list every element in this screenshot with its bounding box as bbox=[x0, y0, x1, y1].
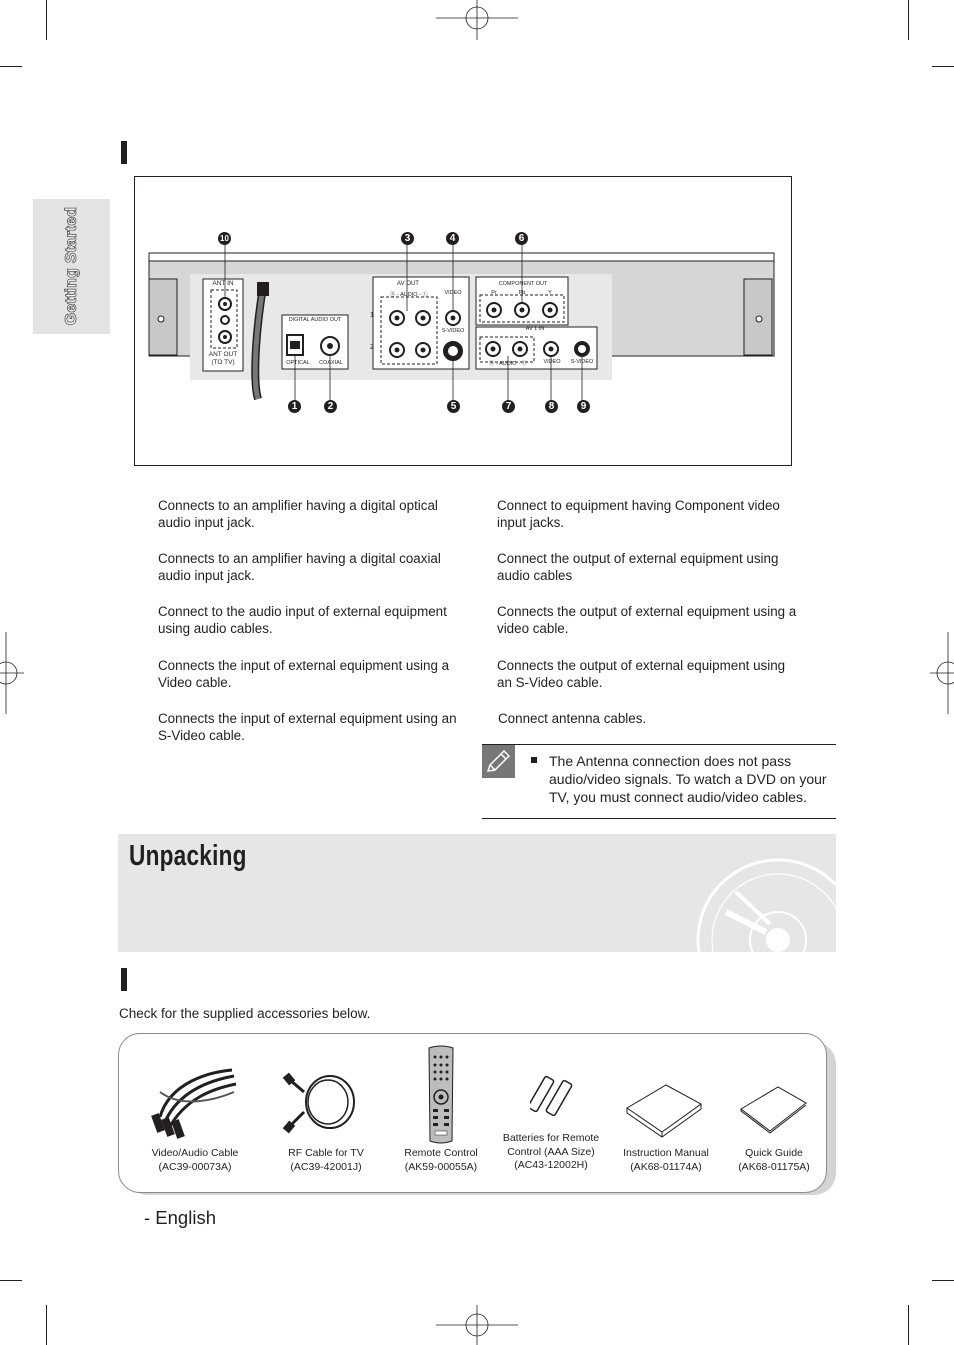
ant-out-label: ANT OUT bbox=[208, 351, 238, 358]
av1-in-label: AV 1 IN bbox=[525, 326, 545, 332]
accessory-code: (AK68-01175A) bbox=[738, 1160, 810, 1173]
component-out-label: COMPONENT OUT bbox=[498, 281, 548, 287]
description-video-in: Connects the output of external equipment using a video cable. bbox=[497, 604, 797, 636]
accessory-name: Instruction Manual bbox=[623, 1147, 709, 1159]
accessory-name: Batteries for Remote Control (AAA Size) bbox=[502, 1132, 600, 1158]
note-text: The Antenna connection does not pass audio/video signals. To watch a DVD on your TV, you must connect audio/video cables. bbox=[549, 753, 827, 805]
accessory-name: Video/Audio Cable bbox=[151, 1147, 239, 1159]
callout-9: 9 bbox=[577, 400, 590, 413]
accessory-code: (AK59-00055A) bbox=[404, 1160, 478, 1173]
description-audio-in: Connect the output of external equipment using audio cables bbox=[497, 551, 779, 583]
accessory-code: (AC39-42001J) bbox=[290, 1160, 362, 1173]
callout-5: 5 bbox=[447, 400, 460, 413]
description-optical: Connects to an amplifier having a digital optical audio input jack. bbox=[158, 498, 438, 530]
component-pb-label: Pb bbox=[518, 290, 526, 296]
crop-mark bbox=[46, 1305, 47, 1345]
crop-mark bbox=[932, 66, 954, 67]
accessory-name: Remote Control bbox=[404, 1147, 478, 1159]
screw-left-icon bbox=[158, 316, 164, 322]
callout-4: 4 bbox=[446, 232, 459, 245]
accessory-instruction-manual bbox=[606, 1147, 726, 1174]
description-svideo-in: Connects the output of external equipment using an S-Video cable. bbox=[497, 658, 786, 690]
callout-1: 1 bbox=[288, 400, 301, 413]
accessory-batteries bbox=[491, 1132, 611, 1173]
callout-7: 7 bbox=[502, 400, 515, 413]
ant-out-sub-label: (TO TV) bbox=[211, 359, 235, 366]
ant-in-label: ANT IN bbox=[212, 280, 234, 287]
accessory-name: Quick Guide bbox=[745, 1147, 803, 1159]
crop-mark bbox=[908, 1305, 909, 1345]
remote-control-icon bbox=[426, 1045, 456, 1145]
section-marker-rear-panel bbox=[121, 141, 127, 164]
description-coaxial: Connects to an amplifier having a digital coaxial audio input jack. bbox=[158, 551, 441, 583]
av1-in-audio-label: Ⓡ - AUDIO - Ⓛ bbox=[489, 361, 527, 367]
disc-icon bbox=[696, 852, 836, 952]
accessory-rf-cable bbox=[266, 1147, 386, 1174]
row-2-label: 2 bbox=[370, 344, 374, 351]
callout-3: 3 bbox=[401, 232, 414, 245]
crop-mark bbox=[908, 0, 909, 40]
av-out-audio-label: Ⓡ - AUDIO - Ⓛ bbox=[390, 292, 428, 298]
registration-mark-top bbox=[436, 0, 518, 42]
row-1-label: 1 bbox=[370, 312, 374, 319]
optical-label: OPTICAL bbox=[286, 360, 310, 366]
rear-panel-illustration bbox=[135, 177, 790, 464]
accessory-remote-control bbox=[381, 1147, 501, 1174]
accessory-code: (AC39-00073A) bbox=[158, 1160, 232, 1173]
coaxial-label: COAXIAL bbox=[319, 360, 343, 366]
callout-6: 6 bbox=[515, 232, 528, 245]
chassis-top bbox=[149, 253, 774, 261]
accessory-video-audio-cable bbox=[135, 1147, 255, 1174]
batteries-icon bbox=[530, 1066, 582, 1116]
description-svideo-out: Connects the input of external equipment using an S-Video cable. bbox=[158, 711, 457, 743]
component-y-label: Y bbox=[548, 290, 552, 296]
section-side-tab-label: Getting Started bbox=[63, 206, 80, 326]
component-pr-label: Pr bbox=[491, 290, 497, 296]
screw-right-icon bbox=[756, 316, 762, 322]
accessory-code: (AK68-01174A) bbox=[630, 1160, 702, 1173]
accessory-code: (AC43-12002H) bbox=[514, 1159, 588, 1171]
description-component-out: Connect to equipment having Component video input jacks. bbox=[497, 498, 780, 530]
av-out-label: AV OUT bbox=[397, 281, 419, 287]
instruction-manual-icon bbox=[624, 1080, 704, 1140]
crop-mark bbox=[932, 1280, 954, 1281]
rf-cable-icon bbox=[282, 1066, 362, 1138]
callout-8: 8 bbox=[545, 400, 558, 413]
av-out-svideo-label: S-VIDEO bbox=[441, 328, 465, 334]
unpacking-title: Unpacking bbox=[129, 840, 247, 872]
section-marker-accessories bbox=[121, 968, 127, 991]
callout-10: 10 bbox=[218, 232, 231, 245]
accessory-quick-guide bbox=[714, 1147, 834, 1174]
accessory-name: RF Cable for TV bbox=[288, 1147, 364, 1159]
av1-in-svideo-label: S-VIDEO bbox=[570, 359, 594, 365]
description-audio-out: Connect to the audio input of external equipment using audio cables. bbox=[158, 604, 447, 636]
note-bullet bbox=[531, 757, 537, 763]
quick-guide-icon bbox=[738, 1083, 810, 1135]
page-footer-label: - English bbox=[144, 1207, 216, 1228]
crop-mark bbox=[0, 66, 22, 67]
crop-mark bbox=[46, 0, 47, 40]
crop-mark bbox=[0, 1280, 22, 1281]
registration-mark-right bbox=[930, 632, 954, 714]
digital-audio-out-label: DIGITAL AUDIO OUT bbox=[288, 317, 342, 323]
registration-mark-left bbox=[0, 632, 24, 714]
description-antenna: Connect antenna cables. bbox=[498, 711, 647, 726]
av-out-video-label: VIDEO bbox=[444, 290, 462, 296]
registration-mark-bottom bbox=[436, 1303, 518, 1345]
av1-in-video-label: VIDEO bbox=[543, 359, 561, 365]
accessories-instruction: Check for the supplied accessories below. bbox=[119, 1006, 371, 1021]
callout-2: 2 bbox=[324, 400, 337, 413]
note-pencil-icon bbox=[482, 745, 515, 778]
description-video-out: Connects the input of external equipment using a Video cable. bbox=[158, 658, 450, 690]
video-audio-cable-icon bbox=[150, 1062, 240, 1140]
